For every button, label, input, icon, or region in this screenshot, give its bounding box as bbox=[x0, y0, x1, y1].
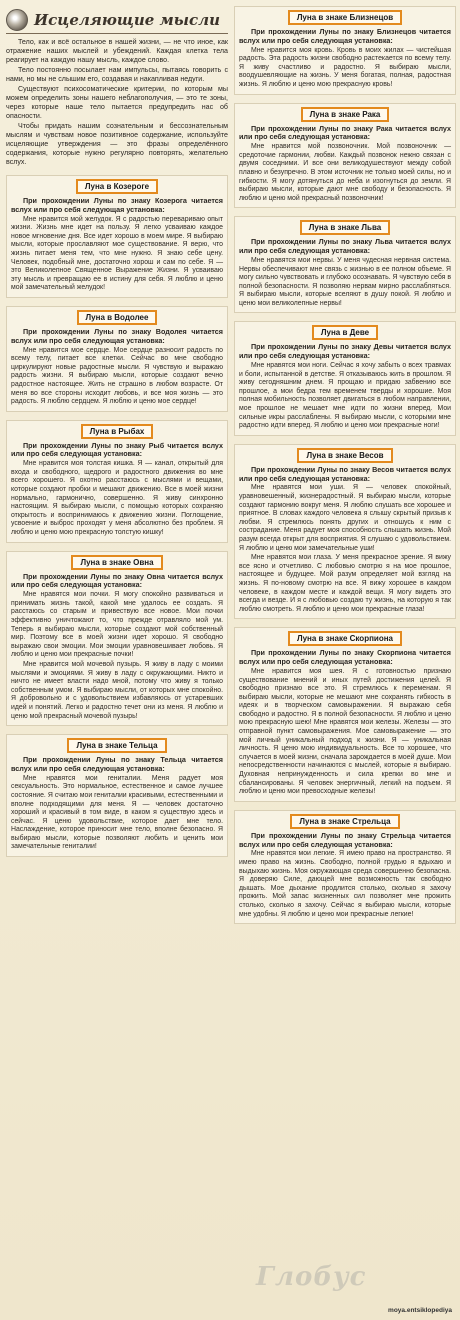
sign-heading: Луна в знаке Весов bbox=[297, 448, 392, 463]
block-gemini bbox=[234, 6, 456, 95]
block-lead: При прохождении Луны по знаку Козерога читается вслух или про себя следующая установка: bbox=[11, 196, 223, 214]
source-credit[interactable]: moya.entsiklopediya bbox=[388, 1307, 452, 1314]
block-body: Мне нравятся мои гениталии. Меня радует моя сексуальность. Это нормальное, естественное и самое лучшее состояние. Я считаю мои гениталии красивыми, естественными и вполне подходящими для меня. Я — человек достаточно хороший и красивый в том виде, в каком я существую здесь и сейчас. Я ценю удовольствие, которое дает мне тело. Наслаждение, которое приносит мне тело, вполне безопасно. Я выбираю мысли, которые позволяют любить и ценить мои замечательные гениталии! bbox=[11, 774, 223, 851]
block-body-2: Мне нравится мой мочевой пузырь. Я живу в ладу с моими мыслями и эмоциями. Я живу в ладу с окружающими. Никто и ничто не имеет власти надо мной, потому что живу я только собственным умом. Я выбираю мысли, от которых мне спокойно. Я добровольно и с удовольствием избавляюсь от устаревших идей и понятий. Легко и радостно течет они из меня. Я люблю и ценю мой прекрасный мочевой пузырь! bbox=[11, 660, 223, 720]
block-lead: При прохождении Луны по знаку Близнецов читается вслух или про себя следующая установка: bbox=[239, 27, 451, 45]
block-body: Мне нравятся мои ноги. Сейчас я хочу забыть о всех травмах и боли, испытанной в детстве. Я отказываюсь жить в прошлом. Я живу сегодняшним днем. Я прощаю и придаю забвению все прошлое, а мои бедра тем временем тверды и хорошие. Моя полная мобильность позволяет двигаться в любом направлении, мое прошлое не мешает мне идти по жизни вперед. Мои сильные икры расслаблены. Я выбираю мысли, с которыми мне радостно идти вперед. Я люблю и ценю мои прекрасные ноги! bbox=[239, 362, 451, 430]
block-leo bbox=[234, 216, 456, 313]
sign-heading: Луна в знаке Близнецов bbox=[288, 10, 402, 25]
block-pisces bbox=[6, 420, 228, 543]
intro-paragraph: Тело постоянно посылает нам импульсы, пытаясь говорить с нами, но мы не слышим его, создавая и накапливая недуги. bbox=[6, 66, 228, 83]
intro-paragraph: Чтобы придать нашим сознательным и бессознательным мыслям и чувствам новое позитивное содержание, используйте исцеляющие утверждения — это фразы определённого содержания, которые нужно регулярно повторять, желательно вслух. bbox=[6, 122, 228, 166]
sign-heading: Луна в Козероге bbox=[76, 179, 158, 194]
block-taurus bbox=[6, 734, 228, 857]
block-virgo bbox=[234, 321, 456, 435]
block-libra bbox=[234, 444, 456, 620]
block-lead: При прохождении Луны по знаку Рака читается вслух или про себя следующая установка: bbox=[239, 123, 451, 142]
block-lead: При прохождении Луны по знаку Скорпиона читается вслух или про себя следующая установка: bbox=[239, 648, 451, 667]
sign-heading: Луна в знаке Овна bbox=[71, 555, 162, 570]
block-body: Мне нравится моя толстая кишка. Я — канал, открытый для входа и свободного, щедрого и радостного движения во мне всего хорошего. Я охотно расстаюсь с мыслями и вещами, которые создают пробки и мешают движению. Все в моей жизни нормально, гармонично, совершенно. Я живу синхронно настоящим. Я выбираю мысли, с помощью которых сохраняю открытость и воспринимаюсь к движению жизни. Поглощение, усвоение и выброс проходят у меня абсолютно без проблем. Я люблю и ценю мою прекрасную толстую кишку! bbox=[11, 460, 223, 537]
block-body: Мне нравится мое сердце. Мое сердце разносит радость по всему телу, питает все клетки. Сейчас во мне свободно циркулируют новые радостные мысли. Я чувствую и выражаю радость жизни. Я выбираю мысли, которые создают вечно радостное настоящее. Жить не страшно в любом возрасте. От меня во все стороны исходит любовь, и все моя жизнь — это радость. Я люблю сердцем. Я люблю и ценю мое сердце! bbox=[11, 346, 223, 406]
masthead bbox=[6, 6, 228, 34]
right-column bbox=[234, 6, 456, 924]
sign-heading: Луна в знаке Льва bbox=[300, 220, 390, 235]
block-lead: При прохождении Луны по знаку Весов читается вслух или про себя следующая установка: bbox=[239, 464, 451, 483]
page-title: Исцеляющие мысли bbox=[34, 10, 221, 29]
rose-icon bbox=[6, 9, 28, 31]
block-lead: При прохождении Луны по знаку Тельца читается вслух или про себя следующая установка: bbox=[11, 755, 223, 773]
intro-text bbox=[6, 38, 228, 167]
block-lead: При прохождении Луны по знаку Девы читается вслух или про себя следующая установка: bbox=[239, 342, 451, 361]
block-cancer bbox=[234, 103, 456, 209]
block-body: Мне нравится моя кровь. Кровь в моих жилах — чистейшая радость. Эта радость жизни свободно растекается по всему телу. Я живу счастливо и радостно. Я выбираю мысли, воодушевляющие на жизнь. У меня богатая, полная, радостная жизнь. Я люблю и ценю мою прекрасную кровь! bbox=[239, 46, 451, 88]
block-body: Мне нравятся мои уши. Я — человек спокойный, уравновешенный, жизнерадостный. Я выбираю мысли, которые создают гармонию вокруг меня. Я люблю слушать все хорошее и приятное. В словах каждого человека я слышу скрытый призыв к любви. Я стремлюсь понять других и отношусь к ним с сострадание. Меня радует моя способность слышать жизнь. Мой разум всегда открыт для восприятия. Я слушаю с удовольствием. Я люблю и ценю мои замечательные уши! bbox=[239, 484, 451, 552]
block-body: Мне нравятся мои нервы. У меня чудесная нервная система. Нервы обеспечивают мне связь с жизнью в ее полном объеме. Я могу сильно чувствовать и глубоко осознавать. Я чувствую себя в полной безопасности. Я позволяю нервам мирно расслабляться. Я выбираю мысли, которые вселяют в душу покой. Я люблю и ценю мои великолепные нервы! bbox=[239, 256, 451, 307]
block-capricorn bbox=[6, 175, 228, 298]
left-column bbox=[6, 6, 228, 857]
block-body: Мне нравятся мои почки. Я могу спокойно развиваться и принимать жизнь такой, какой мне удалось ее создать. Я расстаюсь со старым и привествую все новое. Мои почки эффективно уничтожают то, что прежде отравляло мой ум. Теперь я выбираю мысли, которые создают мой собственный мир. Поэтому все в моей жизни идет хорошо. Я свободно выражаю свои эмоции. Мои эмоции уравновешивает любовь. Я люблю и ценю мои прекрасные почки! bbox=[11, 591, 223, 659]
watermark: Глобус bbox=[256, 1262, 367, 1292]
sign-heading: Луна в знаке Скорпиона bbox=[288, 631, 402, 646]
sign-heading: Луна в знаке Рака bbox=[301, 107, 390, 122]
sign-heading: Луна в знаке Стрельца bbox=[290, 814, 399, 829]
sign-heading: Луна в Рыбах bbox=[81, 424, 154, 439]
sign-heading: Луна в Деве bbox=[312, 325, 378, 340]
block-sagittarius bbox=[234, 810, 456, 924]
block-body: Мне нравится мой позвоночник. Мой позвоночник — средоточие гармонии, любви. Каждый позвонок нежно связан с двумя соседними. И все они великодушествуют между собой плавно и безупречно. В этом источник не только моей силы, но и гибкости. Я могу дотянуться до неба и изогнуться до земли. Я выбираю мысли, которые дают мне свободу и безопасность. Я люблю и ценю мой прекрасный позвоночник! bbox=[239, 143, 451, 202]
block-body: Мне нравятся мои легкие. Я имею право на пространство. Я имею право на жизнь. Свободно, полной грудью я вдыхаю и выдыхаю жизнь. Моя окружающая среда совершенно безопасна. Я доверяю Силе, дающей мне возможность так свободно дышать. Мое дыхание продлится столько, сколько я захочу прожить. Мой запас жизненных сил позволяет мне прожить столько, сколько я захочу. Сейчас я выбираю мысли, которые мне удобны. Я люблю и ценю мои прекрасные легкие! bbox=[239, 850, 451, 918]
block-scorpio bbox=[234, 627, 456, 802]
block-aries bbox=[6, 551, 228, 727]
block-lead: При прохождении Луны по знаку Рыб читается вслух или про себя следующая установка: bbox=[11, 440, 223, 459]
block-body-2: Мне нравятся мои глаза. У меня прекрасное зрение. Я вижу все ясно и отчетливо. С любовью смотрю я на мое прошлое, настоящее и будущее. Мой разум определяет мой взгляд на жизнь. Я по-новому смотрю на все. Я вижу хорошее в каждом человеке, в каждом месте и каждой вещи. Я могу видеть это всегда и везде. И я с любовью создаю ту жизнь, на которую я так люблю смотреть. Я люблю и ценю мои прекрасные глаза! bbox=[239, 554, 451, 613]
intro-paragraph: Тело, как и всё остальное в нашей жизни, — не что иное, как отражение наших мыслей и убеждений. Каждая клетка тела реагирует на каждую нашу мысль, каждое слово. bbox=[6, 38, 228, 64]
block-lead: При прохождении Луны по знаку Водолея читается вслух или про себя следующая установка: bbox=[11, 326, 223, 345]
block-body: Мне нравится мой желудок. Я с радостью перевариваю опыт жизни. Жизнь мне идет на пользу. Я легко усваиваю каждое новое мгновение дня. Все идет хорошо в моем мире. Я выбираю мысли, которые прославляют мое существование. Я верю, что жизнь питает меня тем, что мне нужно. Я знаю себе цену. Человек, подобный мне, достаточно хорош и сам по себе. Я — это Великолепное Священное Выражение Жизни. Я усваиваю эту мысль и превращаю ее в истину для себя. Я люблю и ценю мой замечательный желудок! bbox=[11, 215, 223, 292]
block-lead: При прохождении Луны по знаку Овна читается вслух или про себя следующая установка: bbox=[11, 571, 223, 590]
intro-paragraph: Существуют психосоматические критерии, по которым мы можем определить зоны нашего неблагополучия, — это те зоны, через которые наше тело пытается предупредить нас об опасности. bbox=[6, 85, 228, 120]
sign-heading: Луна в Водолее bbox=[77, 310, 158, 325]
block-aquarius bbox=[6, 306, 228, 412]
block-lead: При прохождении Луны по знаку Льва читается вслух или про себя следующая установка: bbox=[239, 237, 451, 256]
block-lead: При прохождении Луны по знаку Стрельца читается вслух или про себя следующая установка: bbox=[239, 830, 451, 849]
block-body: Мне нравится моя шея. Я с готовностью признаю существование мнений и иных путей достижения целей. Я свободно признаю все это. Я стремлюсь к переменам. Я выбираю мысли, которые не мешают мне сохранять гибкость в идеях и в творческом самовыражении. Я выражаю себя свободно и радостно. Я в полной безопасности. Я люблю и ценю мою прекрасную шею! Мне нравятся мои железы. Железы — это отправной пункт самовыражения. Мое самовыражение — это мой личный уникальный подход к жизни. Я — уникальная личность. Я ценю мою индивидуальность. Все то хорошее, что случается в моей жизни, сначала зарождается в моей душе. Мои непосредственности начинаются с мыслей, которые я выбираю. Духовная непринужденность и сила крепки во мне и сбалансированы. Я человек энергичный, легкий на подъем. Я люблю и ценю мои превосходные железы! bbox=[239, 667, 451, 796]
sign-heading: Луна в знаке Тельца bbox=[67, 738, 166, 753]
